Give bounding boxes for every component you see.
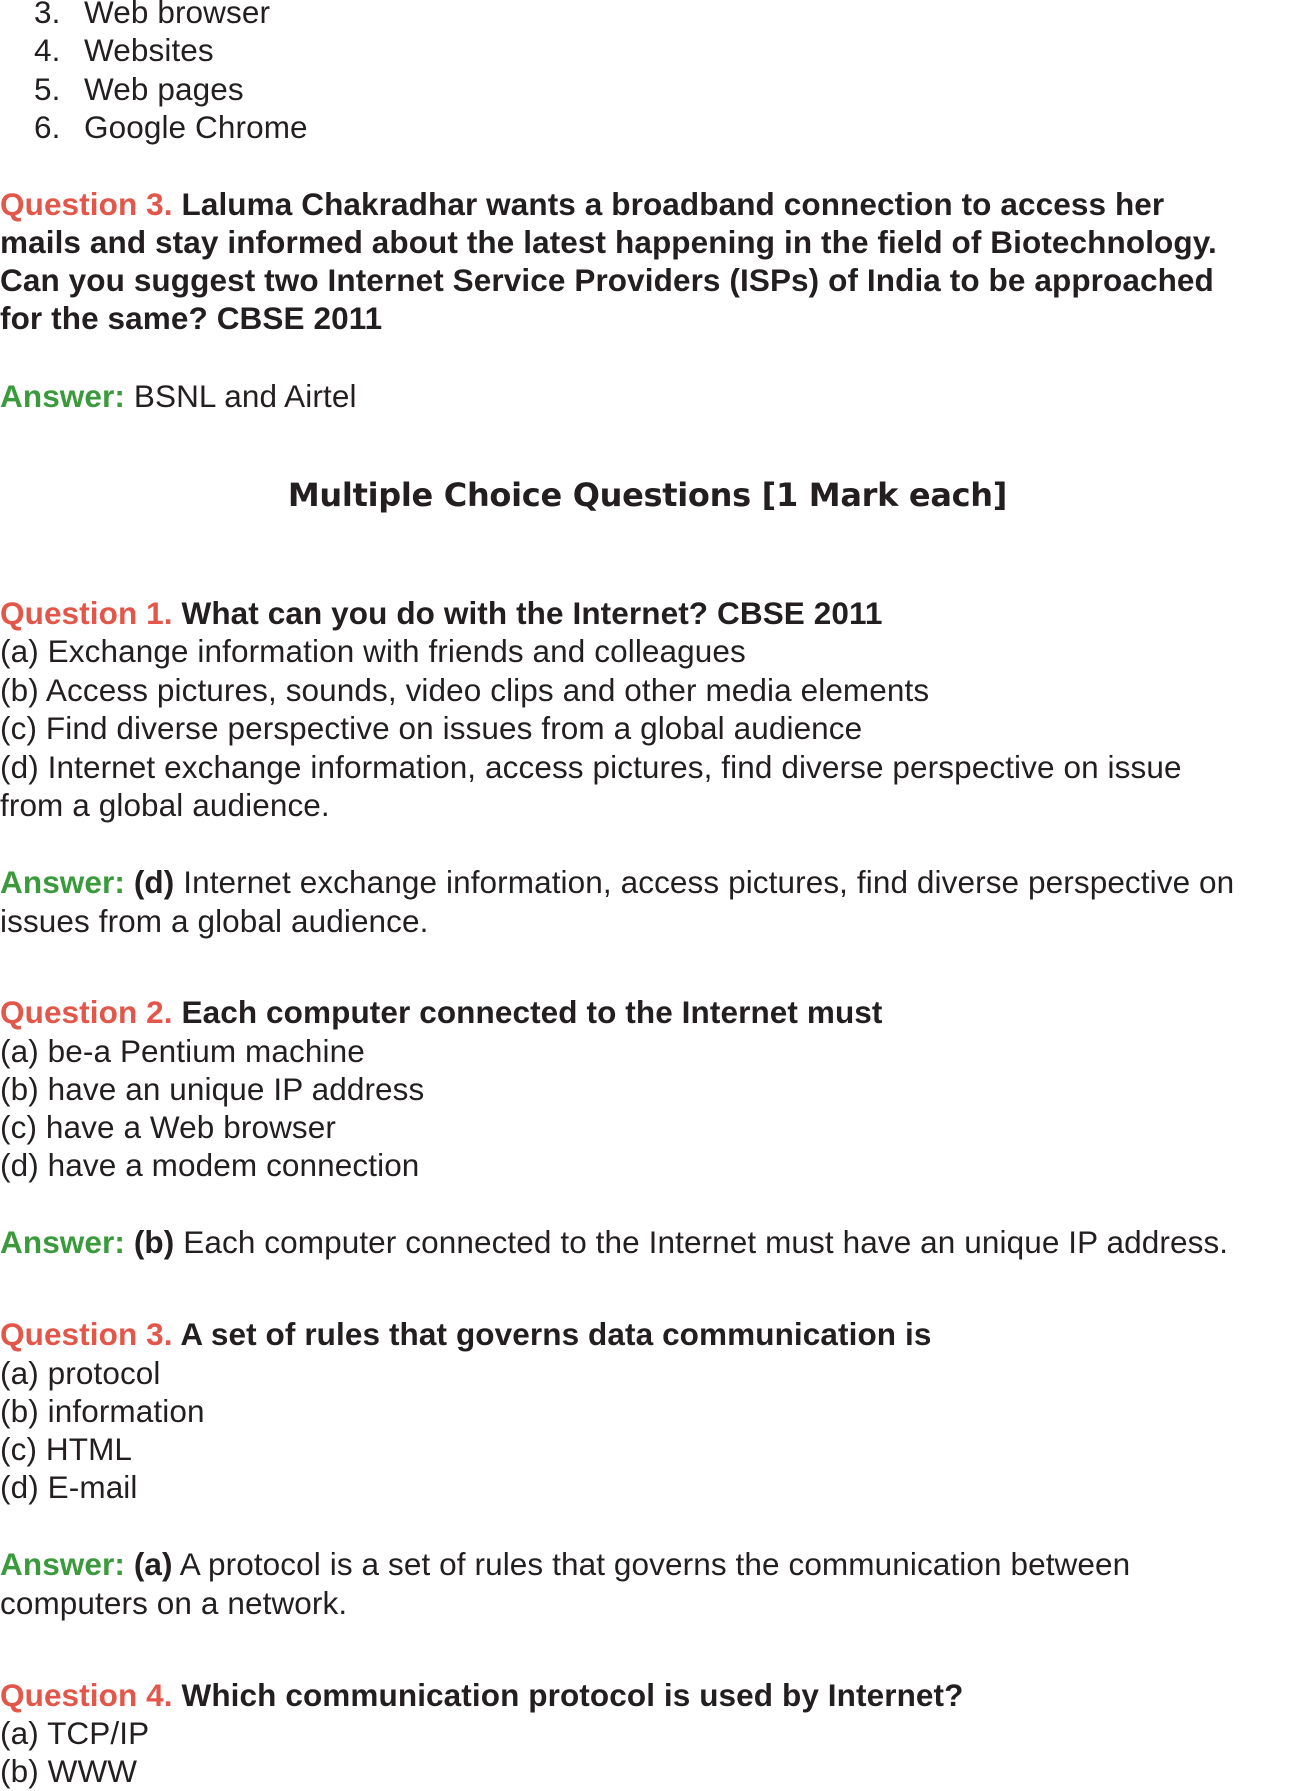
- option-b: (b) information: [0, 1393, 205, 1429]
- list-item: 5. Web pages: [34, 71, 244, 107]
- question-line: Question 4. Which communication protocol is used by Internet?: [0, 1677, 964, 1713]
- answer-label: Answer:: [0, 864, 125, 900]
- option-a: (a) protocol: [0, 1355, 161, 1391]
- answer-choice: (a): [133, 1546, 173, 1582]
- option-a: (a) TCP/IP: [0, 1715, 150, 1751]
- answer-label: Answer:: [0, 1224, 125, 1260]
- question-line: mails and stay informed about the latest happening in the field of Biotechnology.: [0, 224, 1217, 260]
- option-d: (d) E-mail: [0, 1469, 138, 1505]
- list-item: 4. Websites: [34, 32, 214, 68]
- option-b: (b) Access pictures, sounds, video clips and other media elements: [0, 672, 930, 708]
- answer-label: Answer:: [0, 378, 125, 414]
- question-line: Question 3. A set of rules that governs data communication is: [0, 1316, 932, 1352]
- question-line: Question 1. What can you do with the Internet? CBSE 2011: [0, 595, 883, 631]
- option-c: (c) have a Web browser: [0, 1109, 336, 1145]
- option-d: (d) Internet exchange information, access pictures, find diverse perspective on issue: [0, 749, 1182, 785]
- option-b: (b) have an unique IP address: [0, 1071, 425, 1107]
- answer-line: Answer: (d) Internet exchange information, access pictures, find diverse perspective on: [0, 864, 1235, 900]
- option-d: (d) have a modem connection: [0, 1147, 420, 1183]
- answer-line: Answer: BSNL and Airtel: [0, 378, 357, 414]
- answer-label: Answer:: [0, 1546, 125, 1582]
- option-c: (c) HTML: [0, 1431, 133, 1467]
- question-line: Question 2. Each computer connected to the Internet must: [0, 994, 883, 1030]
- list-item: 6. Google Chrome: [34, 109, 308, 145]
- question-line: Question 3. Laluma Chakradhar wants a broadband connection to access her: [0, 186, 1165, 222]
- question-label: Question 3.: [0, 186, 173, 222]
- option-a: (a) Exchange information with friends and colleagues: [0, 633, 746, 669]
- question-line: for the same? CBSE 2011: [0, 300, 383, 336]
- answer-choice: (d): [133, 864, 175, 900]
- option-b: (b) WWW: [0, 1753, 138, 1789]
- question-label: Question 3.: [0, 1316, 173, 1352]
- answer-line: Answer: (b) Each computer connected to the Internet must have an unique IP address.: [0, 1224, 1229, 1260]
- question-label: Question 2.: [0, 994, 173, 1030]
- option-a: (a) be-a Pentium machine: [0, 1033, 365, 1069]
- option-c: (c) Find diverse perspective on issues from a global audience: [0, 710, 863, 746]
- question-line: Can you suggest two Internet Service Providers (ISPs) of India to be approached: [0, 262, 1214, 298]
- answer-choice: (b): [133, 1224, 175, 1260]
- section-heading: Multiple Choice Questions [1 Mark each]: [287, 476, 1008, 514]
- answer-line: computers on a network.: [0, 1585, 348, 1621]
- answer-line: Answer: (a) A protocol is a set of rules that governs the communication between: [0, 1546, 1131, 1582]
- list-item: 3. Web browser: [34, 0, 271, 30]
- question-label: Question 1.: [0, 595, 173, 631]
- option-d-cont: from a global audience.: [0, 787, 330, 823]
- answer-line: issues from a global audience.: [0, 903, 429, 939]
- question-label: Question 4.: [0, 1677, 173, 1713]
